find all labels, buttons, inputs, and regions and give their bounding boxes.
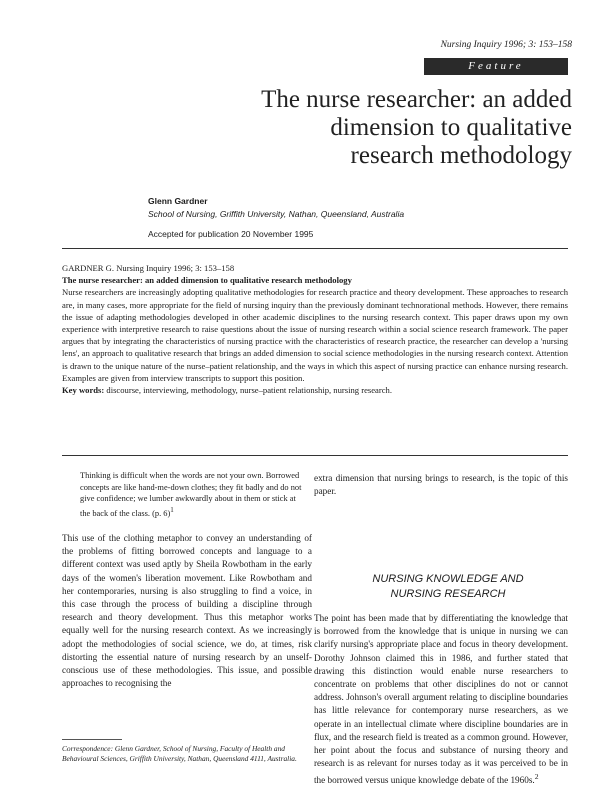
correspondence-footnote: Correspondence: Glenn Gardner, School of Nursing, Faculty of Health and Behavioural Sciences, Griffith University, Nathan, Queensland 4111, Australia. <box>62 744 297 763</box>
right-column-reference: 2 <box>534 772 539 782</box>
feature-label: Feature <box>424 58 568 75</box>
keywords-list: discourse, interviewing, methodology, nurse–patient relationship, nursing research. <box>106 385 392 396</box>
accepted-date: Accepted for publication 20 November 1995 <box>148 229 314 239</box>
right-column-intro-text: extra dimension that nursing brings to research, is the topic of this paper. <box>314 473 568 497</box>
abstract-citation: GARDNER G. Nursing Inquiry 1996; 3: 153–158 <box>62 263 235 273</box>
section-heading-line: NURSING KNOWLEDGE AND <box>372 573 524 585</box>
title-line: research methodology <box>350 142 572 169</box>
right-column-paragraph <box>314 612 568 788</box>
quote-citation: (p. 6) <box>152 508 171 518</box>
quote-text: Thinking is difficult when the words are not your own. Borrowed concepts are like hand-me-down clothes; they fit badly and do not give confidence; we lumber awkwardly about in them or stick at the back of the class. <box>80 471 302 518</box>
keywords <box>62 384 568 396</box>
article-title <box>142 86 572 170</box>
right-column-intro <box>314 472 568 498</box>
section-heading-line: NURSING RESEARCH <box>390 588 506 600</box>
abstract <box>62 262 568 396</box>
section-heading <box>328 572 568 602</box>
abstract-bottom-rule <box>62 455 568 456</box>
abstract-body: Nurse researchers are increasingly adopting qualitative methodologies for research practice and theory development. These approaches to research are, in many cases, more appropriate for the field of nursing inquiry than the previously dominant technorational methods. However, there remains the issue of adapting methodologies developed in other academic disciplines to the nursing research context. This paper draws upon my own experience with interpretive research to raise questions about the issue of nursing research within a social science research framework. The paper argues that by integrating the characteristics of nursing practice with the characteristics of research practice, the researcher can develop a 'nursing lens', an approach to qualitative research that brings an added dimension to social science methodologies in the nursing research context. Attention is drawn to the unique nature of the nurse–patient relationship, and the ways in which this aspect of nursing practice can enhance nursing research. Examples are given from interview transcripts to support this position. <box>62 287 568 383</box>
right-column-text: The point has been made that by differentiating the knowledge that is borrowed from the knowledge that is unique in nursing we can clarify nursing's appropriate place and focus in theory development. Dorothy Johnson claimed this in 1986, and further stated that drawing this distinction would enable nurse researchers to concentrate on problems that other disciplines do not or cannot address. Johnson's overall argument relating to discipline boundaries has little relevance for contemporary nurse researchers, as we operate in an intellectual climate where discipline boundaries are in flux, and the research field is treated as a common ground. However, her point about the focus and substance of nursing theory and research is as relevant for nurses today as it was perceived to be in the borrowed versus unique knowledge debate of the 1960s. <box>314 613 568 786</box>
abstract-heading: The nurse researcher: an added dimension to qualitative research methodology <box>62 275 352 286</box>
journal-citation: Nursing Inquiry 1996; 3: 153–158 <box>440 40 572 50</box>
abstract-top-rule <box>62 248 568 249</box>
right-column <box>314 612 568 788</box>
title-line: The nurse researcher: an added <box>261 86 572 113</box>
title-line: dimension to qualitative <box>330 114 572 141</box>
keywords-label: Key words: <box>62 385 105 396</box>
author-affiliation: School of Nursing, Griffith University, Nathan, Queensland, Australia <box>148 209 405 219</box>
epigraph-quote <box>80 470 308 519</box>
left-column-paragraph: This use of the clothing metaphor to convey an understanding of the problems of fitting borrowed concepts and language to a different context was used aptly by Sheila Rowbotham in the early days of the women's liberation movement. Like Rowbotham and her contemporaries, nursing is also struggling to find a voice, in this case through the process of building a discipline through research and theory development. Thus this metaphor works equally well for the nursing research context. As we increasingly adopt the methodologies of social science, we do, at times, risk distorting the essential nature of nursing research by an unself-conscious use of these methodologies. This issue, and possible approaches to recognising the <box>62 533 312 689</box>
author-name: Glenn Gardner <box>148 196 208 206</box>
footnote-rule <box>62 739 122 740</box>
quote-reference: 1 <box>170 505 174 514</box>
left-column <box>62 532 312 690</box>
